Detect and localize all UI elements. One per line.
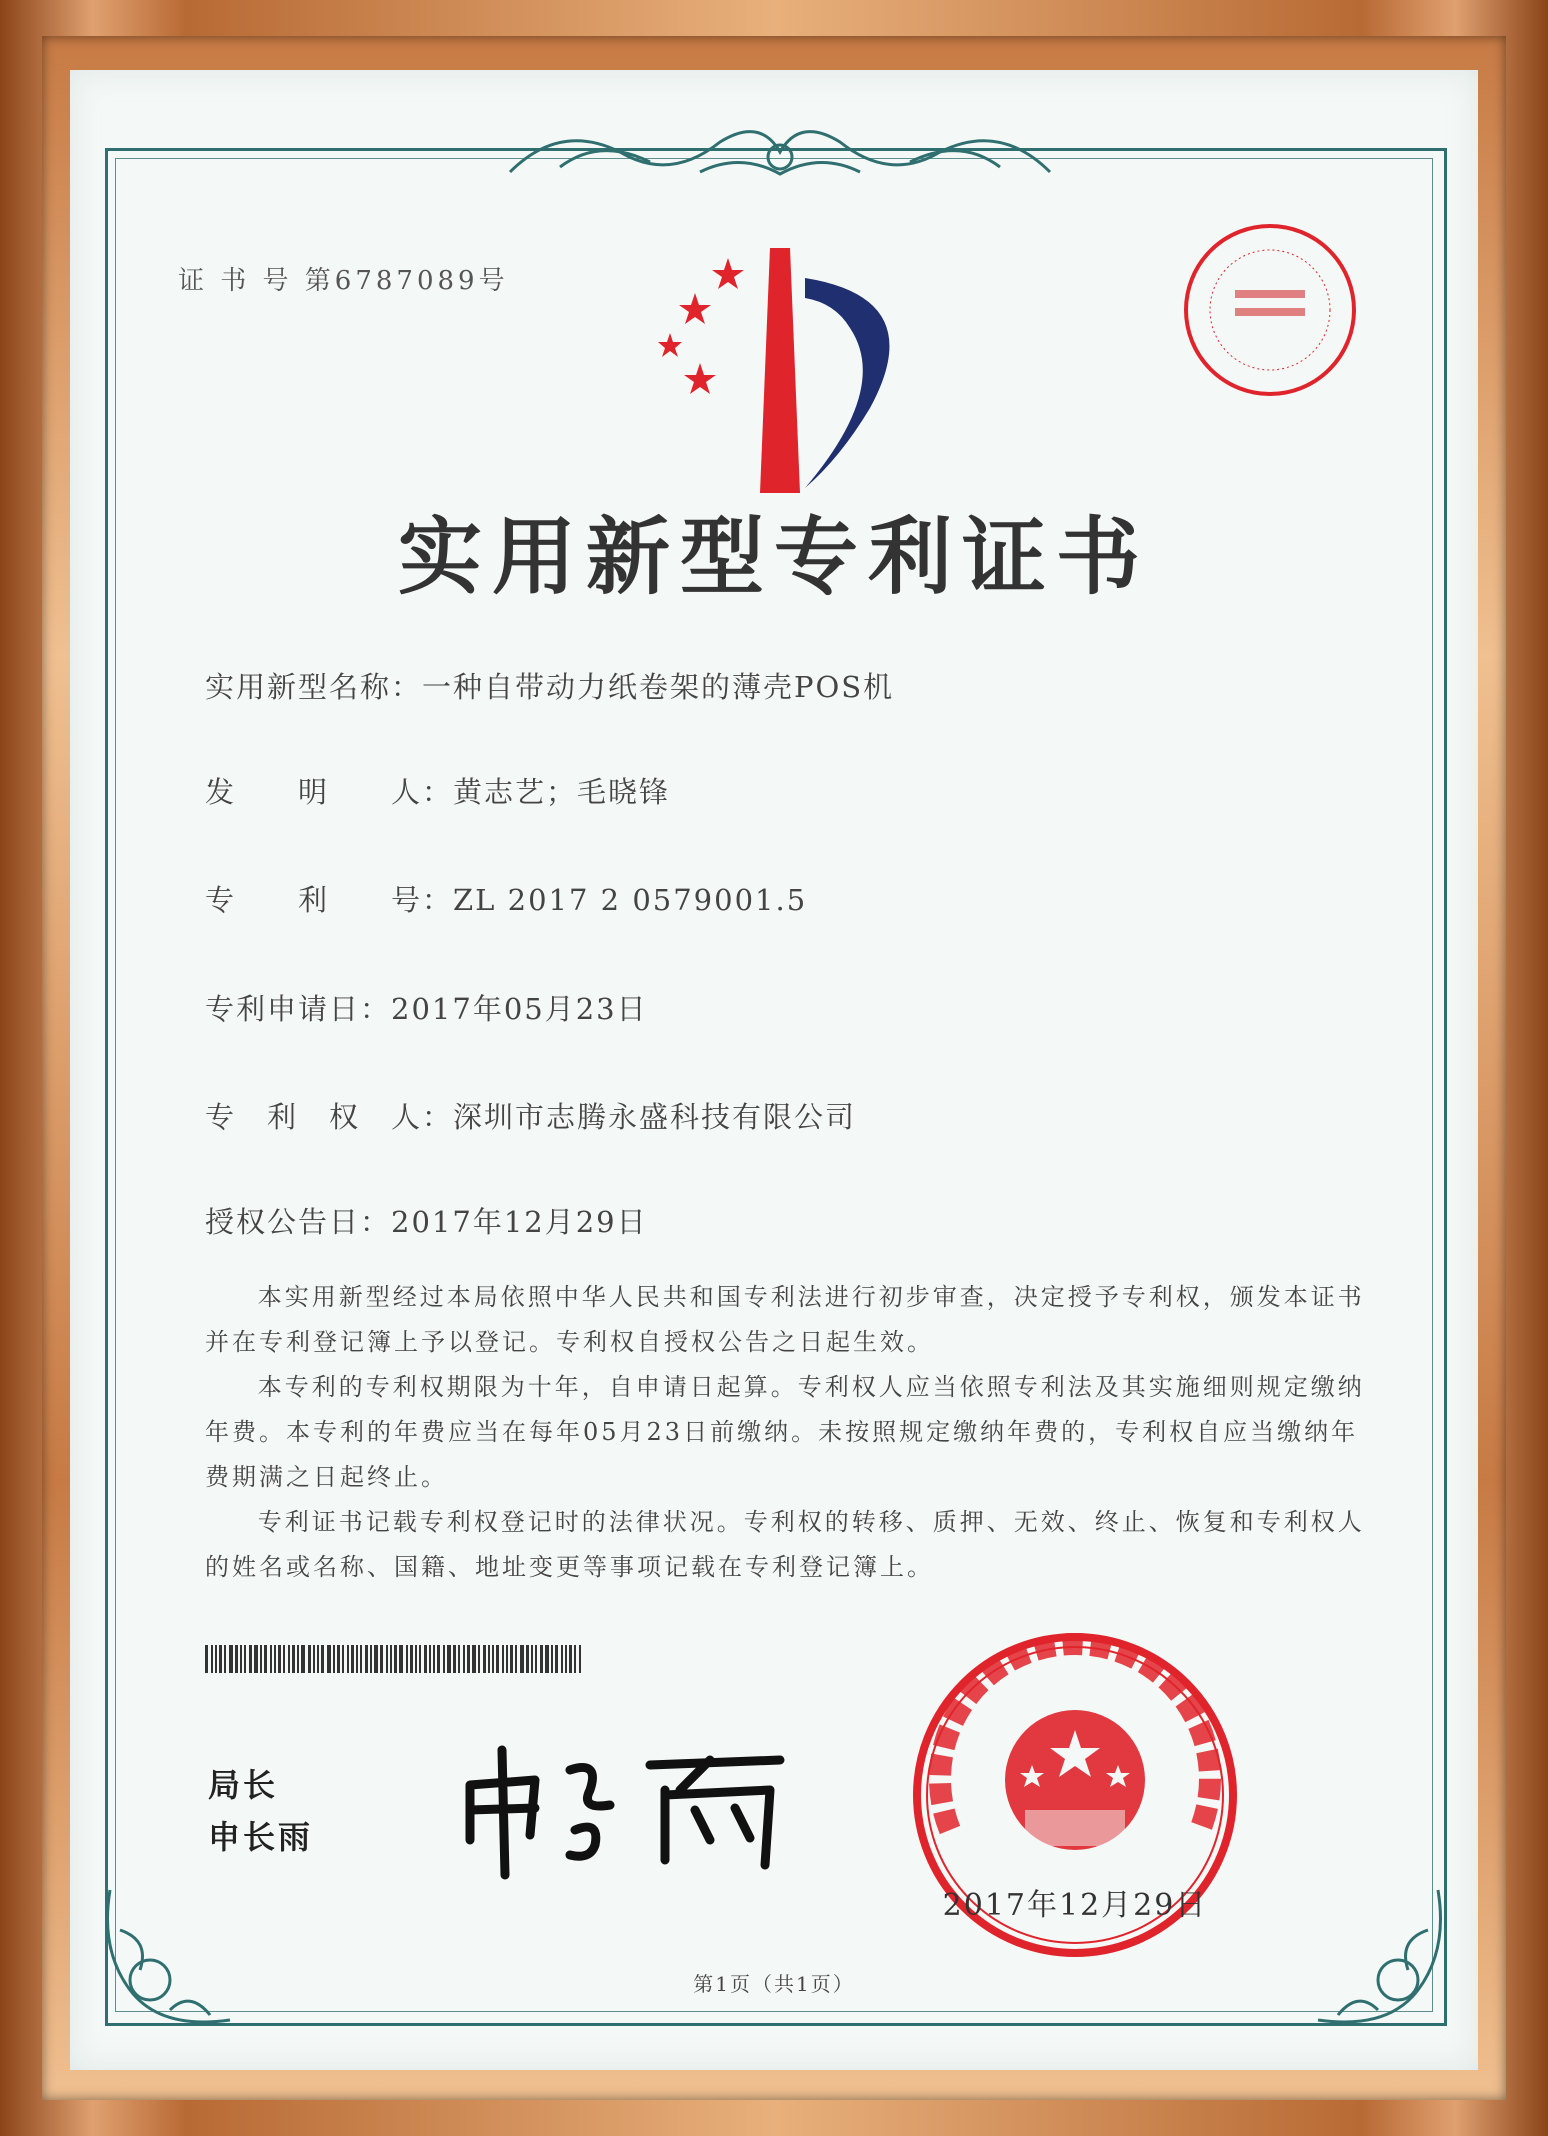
- field-label: 专 利 号：: [205, 883, 454, 917]
- certificate-body: [205, 1275, 1375, 1590]
- field-inventor: [205, 770, 670, 811]
- field-value: 2017年12月29日: [391, 1205, 648, 1239]
- field-label: 发 明 人：: [205, 775, 454, 809]
- field-value: ZL 2017 2 0579001.5: [453, 883, 808, 917]
- top-ornament-icon: [500, 112, 1060, 192]
- field-application-date: [205, 987, 648, 1028]
- field-value: 2017年05月23日: [391, 992, 648, 1026]
- field-label: 实用新型名称：: [205, 670, 423, 704]
- body-paragraph: 专利证书记载专利权登记时的法律状况。专利权的转移、质押、无效、终止、恢复和专利权人的姓名或名称、国籍、地址变更等事项记载在专利登记簿上。: [205, 1508, 1365, 1581]
- field-label: 专 利 权 人：: [205, 1100, 454, 1134]
- body-paragraph: 本专利的专利权期限为十年，自申请日起算。专利权人应当依照专利法及其实施细则规定缴纳年费。本专利的年费应当在每年05月23日前缴纳。未按照规定缴纳年费的，专利权自应当缴纳年费期满之日起终止。: [205, 1373, 1365, 1491]
- page-number: 第1页（共1页）: [693, 1972, 855, 1996]
- certificate-title: 实用新型专利证书: [397, 507, 1150, 606]
- field-value: 深圳市志腾永盛科技有限公司: [453, 1100, 857, 1134]
- signature-icon: [450, 1730, 810, 1880]
- certificate-paper: [70, 70, 1478, 2070]
- body-paragraph: 本实用新型经过本局依照中华人民共和国专利法进行初步审查，决定授予专利权，颁发本证书并在专利登记簿上予以登记。专利权自授权公告之日起生效。: [205, 1283, 1365, 1356]
- small-seal-icon: [1180, 220, 1360, 400]
- field-patentee: [205, 1095, 856, 1136]
- seal-date: 2017年12月29日: [942, 1888, 1208, 1923]
- corner-ornament-right-icon: [1298, 1870, 1458, 2040]
- field-label: 专利申请日：: [205, 992, 392, 1026]
- field-grant-date: [205, 1200, 648, 1241]
- field-patent-number: [205, 878, 807, 919]
- cnipa-logo-icon: [640, 238, 940, 508]
- field-label: 授权公告日：: [205, 1205, 392, 1239]
- director-name: 申长雨: [208, 1818, 314, 1856]
- field-value: 一种自带动力纸卷架的薄壳POS机: [422, 670, 895, 704]
- corner-ornament-left-icon: [90, 1870, 250, 2040]
- barcode-icon: [205, 1645, 585, 1673]
- field-value: 黄志艺；毛晓锋: [453, 775, 671, 809]
- field-utility-model-name: [205, 665, 894, 706]
- certificate-number: 证 书 号 第6787089号: [178, 266, 509, 296]
- director-title: 局长: [208, 1766, 279, 1804]
